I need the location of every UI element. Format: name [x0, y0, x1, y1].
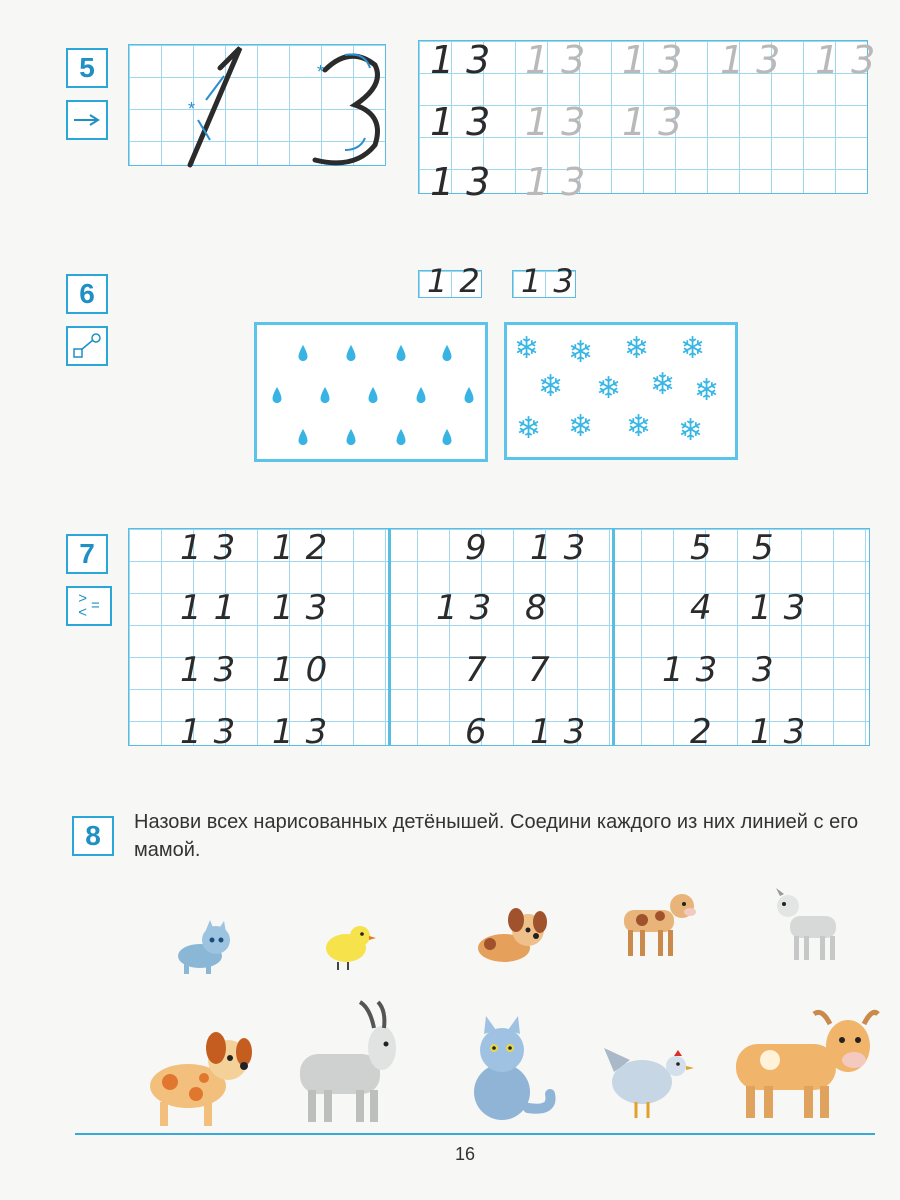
chick-picture[interactable]: [318, 920, 378, 972]
compare-c3-r2-right: 13: [750, 588, 818, 628]
puppy-picture[interactable]: [470, 904, 554, 970]
task-7-number: 7: [66, 534, 108, 574]
compare-divider-1: [388, 528, 391, 746]
compare-divider-2: [612, 528, 615, 746]
footer-divider: [75, 1133, 875, 1135]
compare-c3-r3-right: 3: [752, 650, 786, 690]
snowflake-icon: ❄: [678, 414, 704, 447]
compare-c3-r1-left: 5: [690, 528, 724, 568]
snowflake-icon: ❄: [568, 336, 594, 369]
compare-c2-r4-right: 13: [530, 712, 598, 752]
raindrop-icon: [366, 386, 380, 404]
compare-c3-r4-right: 13: [750, 712, 818, 752]
cow-picture[interactable]: [730, 1000, 880, 1122]
connect-lines-icon: [66, 326, 108, 366]
compare-c1-r4-left: 13: [180, 712, 248, 752]
practice-row-1-trace-4: 13: [815, 38, 888, 82]
compare-c1-r1-left: 13: [180, 528, 248, 568]
practice-row-3-trace-1: 13: [525, 160, 598, 204]
practice-row-2-trace-2: 13: [622, 100, 695, 144]
goat-picture[interactable]: [290, 1000, 410, 1126]
svg-text:*: *: [317, 62, 325, 82]
compare-signs-icon: [66, 586, 112, 626]
raindrop-icon: [394, 428, 408, 446]
compare-c2-r3-left: 7: [465, 650, 499, 690]
raindrop-icon: [440, 428, 454, 446]
practice-row-2-trace-1: 13: [525, 100, 598, 144]
raindrop-icon: [296, 428, 310, 446]
calf-picture[interactable]: [612, 884, 702, 964]
raindrop-icon: [296, 344, 310, 362]
cat-picture[interactable]: [462, 1016, 562, 1124]
compare-c2-r1-right: 13: [530, 528, 598, 568]
raindrop-icon: [344, 344, 358, 362]
task-8-instruction: Назови всех нарисованных детёнышей. Соедини каждого из них линией с его мамой.: [134, 811, 859, 861]
raindrop-icon: [414, 386, 428, 404]
equals-sign: =: [91, 597, 100, 614]
practice-row-1-trace-2: 13: [622, 38, 695, 82]
hen-picture[interactable]: [600, 1042, 696, 1122]
svg-text:*: *: [188, 99, 196, 119]
practice-row-1-trace-3: 13: [720, 38, 793, 82]
snowflake-icon: ❄: [626, 410, 652, 443]
practice-row-3-written: 13: [430, 160, 503, 204]
compare-c2-r4-left: 6: [465, 712, 499, 752]
compare-c1-r1-right: 12: [272, 528, 340, 568]
compare-c2-r2-right: 8: [525, 588, 559, 628]
practice-row-1-trace-1: 13: [525, 38, 598, 82]
raindrop-icon: [344, 428, 358, 446]
snowflake-icon: ❄: [650, 368, 676, 401]
raindrop-icon: [318, 386, 332, 404]
raindrop-icon: [394, 344, 408, 362]
compare-c2-r1-left: 9: [465, 528, 499, 568]
snowflake-icon: ❄: [624, 332, 650, 365]
snowflake-icon: ❄: [680, 332, 706, 365]
practice-row-2-written: 13: [430, 100, 503, 144]
compare-c3-r1-right: 5: [752, 528, 786, 568]
compare-c1-r2-right: 13: [272, 588, 340, 628]
compare-c1-r4-right: 13: [272, 712, 340, 752]
label-13: 13: [521, 262, 586, 300]
compare-c1-r3-left: 13: [180, 650, 248, 690]
dog-picture[interactable]: [140, 1024, 260, 1128]
compare-c1-r3-right: 10: [272, 650, 340, 690]
snowflake-icon: ❄: [568, 410, 594, 443]
goat-kid-picture[interactable]: [770, 888, 852, 966]
compare-c3-r2-left: 4: [690, 588, 724, 628]
snowflake-icon: ❄: [516, 412, 542, 445]
raindrop-icon: [270, 386, 284, 404]
snowflake-icon: ❄: [538, 370, 564, 403]
page-number: 16: [455, 1144, 476, 1164]
snowflake-icon: ❄: [514, 332, 540, 365]
raindrop-icon: [462, 386, 476, 404]
task-6-number: 6: [66, 274, 108, 314]
compare-c2-r2-left: 13: [436, 588, 504, 628]
label-12: 12: [427, 262, 492, 300]
practice-row-1-written: 13: [430, 38, 503, 82]
compare-c3-r4-left: 2: [690, 712, 724, 752]
snowflake-icon: ❄: [694, 374, 720, 407]
compare-c3-r3-left: 13: [662, 650, 730, 690]
raindrop-icon: [440, 344, 454, 362]
compare-c2-r3-right: 7: [528, 650, 562, 690]
less-sign: <: [78, 604, 87, 621]
task-5-number: 5: [66, 48, 108, 88]
big-digits-sample: [170, 40, 400, 175]
greater-sign: >: [78, 590, 87, 607]
task-8-number: 8: [72, 816, 114, 856]
kitten-picture[interactable]: [170, 918, 240, 976]
snowflake-icon: ❄: [596, 372, 622, 405]
arrow-right-icon: [66, 100, 108, 140]
compare-c1-r2-left: 11: [180, 588, 248, 628]
